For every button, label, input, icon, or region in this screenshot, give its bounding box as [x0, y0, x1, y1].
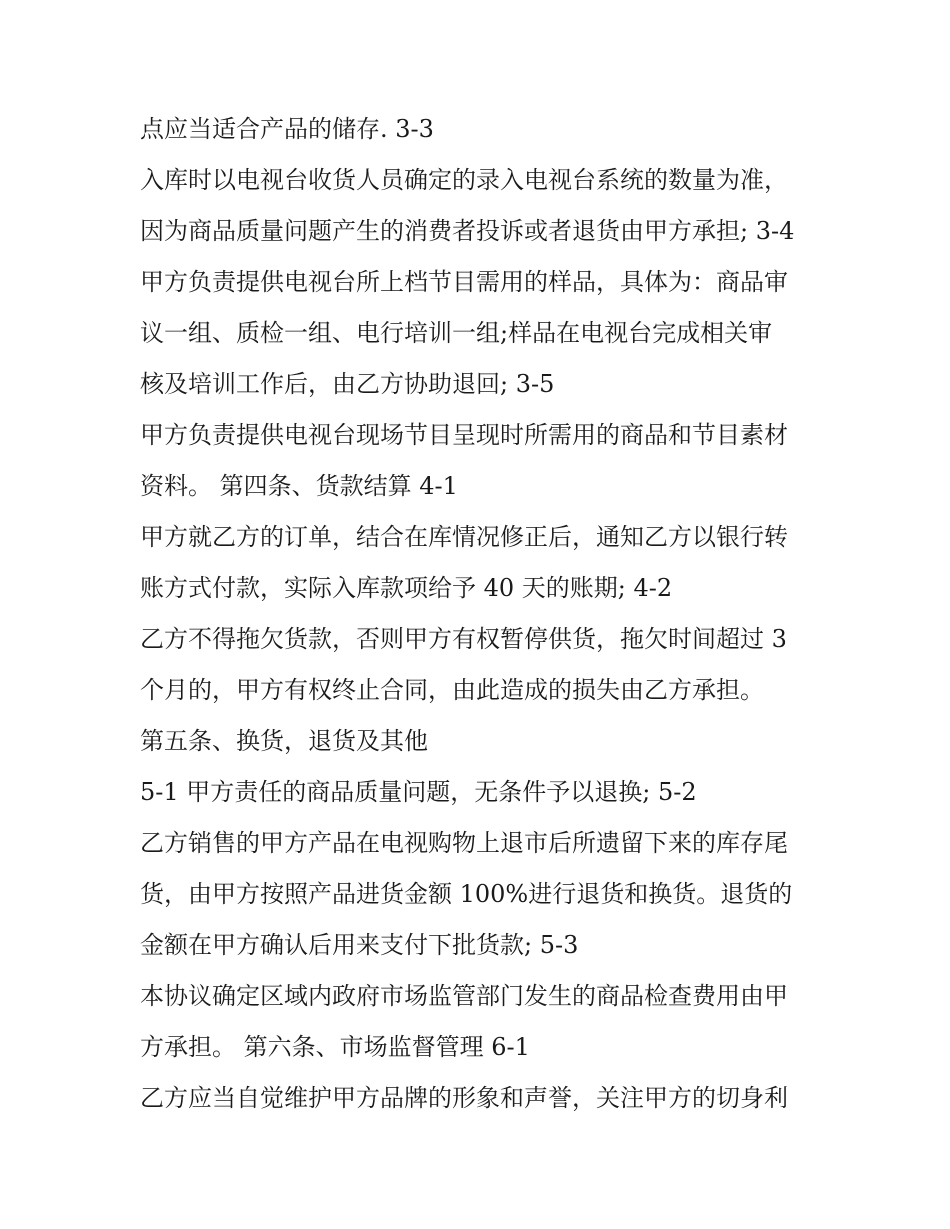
text-line-8: 资料。 第四条、货款结算 4-1 — [140, 472, 458, 500]
text-line-18: 本协议确定区域内政府市场监管部门发生的商品检查费用由甲 — [140, 982, 788, 1010]
text-line-19: 方承担。 第六条、市场监督管理 6-1 — [140, 1033, 530, 1061]
text-line-11: 乙方不得拖欠货款，否则甲方有权暂停供货，拖欠时间超过 3 — [140, 625, 787, 653]
text-line-16: 货，由甲方按照产品进货金额 100%进行退货和换货。退货的 — [140, 880, 793, 908]
text-line-9: 甲方就乙方的订单，结合在库情况修正后，通知乙方以银行转 — [140, 523, 788, 551]
text-line-15: 乙方销售的甲方产品在电视购物上退市后所遗留下来的库存尾 — [140, 829, 788, 857]
text-line-3: 因为商品质量问题产生的消费者投诉或者退货由甲方承担; 3-4 — [140, 217, 795, 245]
text-line-12: 个月的，甲方有权终止合同，由此造成的损失由乙方承担。 — [140, 676, 764, 704]
text-line-4: 甲方负责提供电视台所上档节目需用的样品，具体为：商品审 — [140, 268, 788, 296]
text-line-7: 甲方负责提供电视台现场节目呈现时所需用的商品和节目素材 — [140, 421, 788, 449]
text-line-5: 议一组、质检一组、电行培训一组;样品在电视台完成相关审 — [140, 319, 773, 347]
text-line-13: 第五条、换货，退货及其他 — [140, 727, 428, 755]
text-line-10: 账方式付款，实际入库款项给予 40 天的账期; 4-2 — [140, 574, 673, 602]
text-line-17: 金额在甲方确认后用来支付下批货款; 5-3 — [140, 931, 579, 959]
text-line-1: 点应当适合产品的储存. 3-3 — [140, 115, 434, 143]
text-line-20: 乙方应当自觉维护甲方品牌的形象和声誉，关注甲方的切身利 — [140, 1084, 788, 1112]
text-line-2: 入库时以电视台收货人员确定的录入电视台系统的数量为准， — [140, 166, 788, 194]
text-line-14: 5-1 甲方责任的商品质量问题，无条件予以退换; 5-2 — [140, 778, 697, 806]
text-line-6: 核及培训工作后，由乙方协助退回; 3-5 — [140, 370, 555, 398]
document-body — [140, 108, 830, 1128]
